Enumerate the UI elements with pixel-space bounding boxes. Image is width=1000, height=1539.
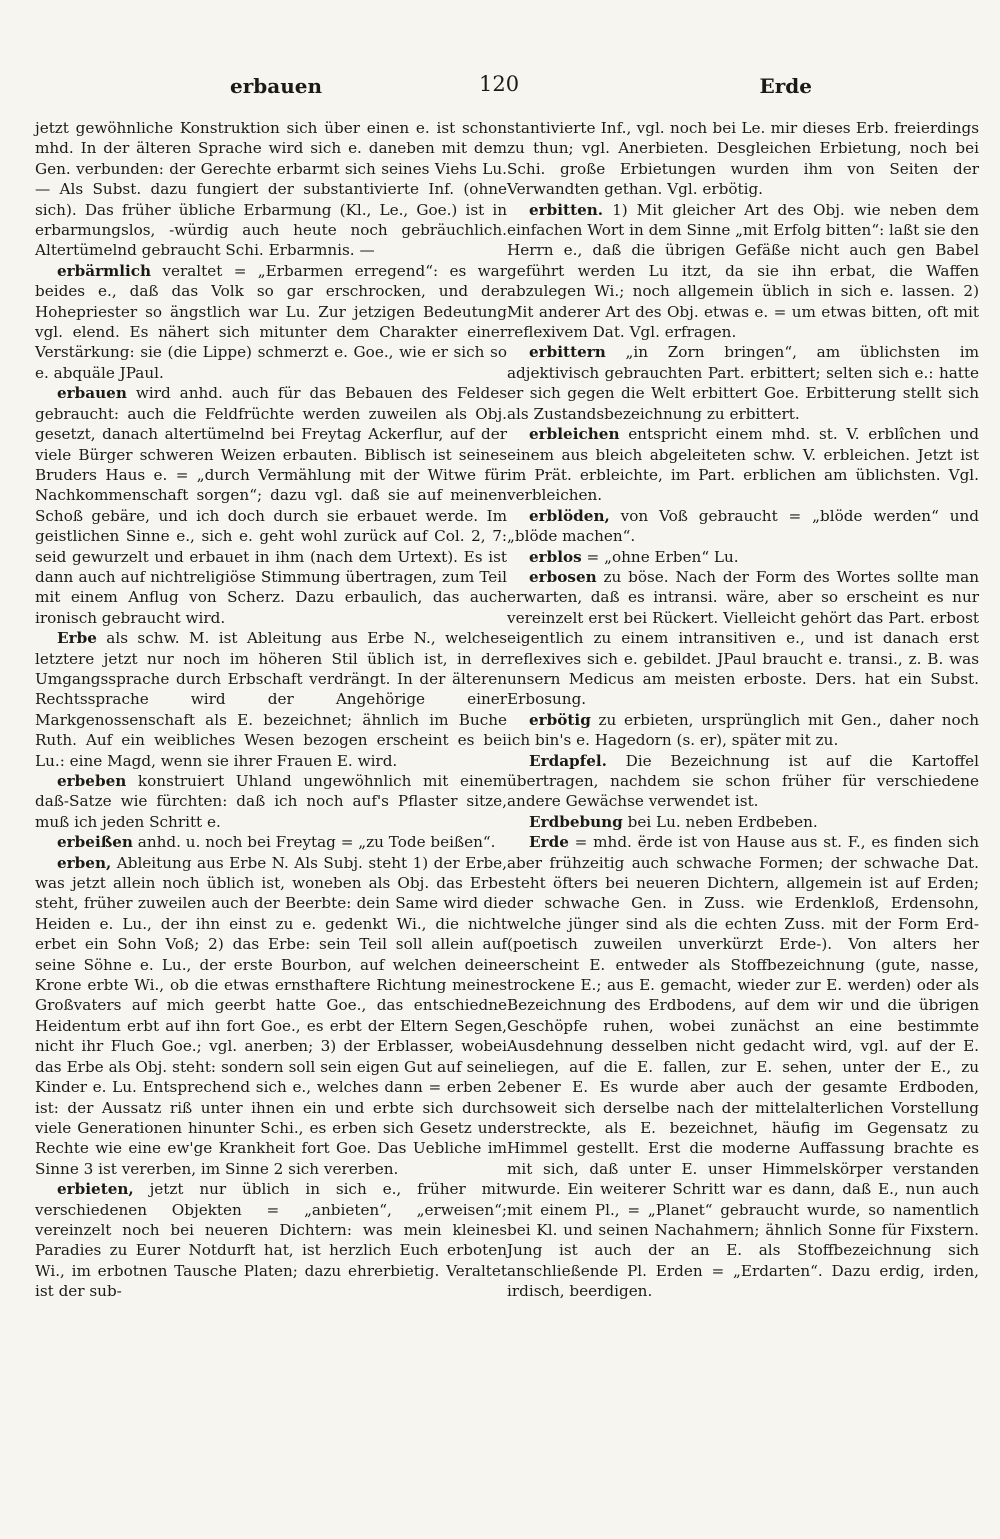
entry-text: bei Lu. neben Erdbeben. (622, 812, 818, 831)
page-number: 120 (479, 72, 520, 96)
dictionary-entry (507, 506, 979, 547)
dictionary-entry (35, 771, 507, 832)
entry-text: jetzt nur üblich in sich e., früher mit verschiedenen Objekten = „anbieten“, „erweisen“; vereinzelt noch bei neueren Dichtern: was mein kleines Paradies zu Eurer Notdurft hat, ist herzlich Euch erboten Wi., im erbotnen Tausche Platen; dazu ehrerbietig. Veraltet ist der sub- (35, 1180, 507, 1301)
running-head (226, 70, 812, 106)
entry-text: = mhd. ërde ist von Hause aus st. F., es finden sich aber frühzeitig auch schwache Formen; der schwache Dat. steht öfters bei neueren Dichtern, allgemein ist auf Erden; der schwache Gen. in Zuss. wie Erdenkloß, Erdensohn, welche jünger sind als die echten Zuss. mit der Form Erd- (poetisch zuweilen unverkürzt Erde-). Von alters her erscheint E. entweder als Stoffbezeichnung (gute, nasse, trockene E.; aus E. gemacht, wieder zur E. werden) oder als Bezeichnung des Erdbodens, auf dem wir und die übrigen Geschöpfe ruhen, wobei zunächst an eine bestimmte Ausdehnung desselben nicht gedacht wird, vgl. auf der E. liegen, auf die E. fallen, zur E. sehen, unter der E., zu ebener E. Es wurde aber auch der gesamte Erdboden, soweit sich derselbe nach der mittelalterlichen Vorstellung erstreckte, als E. bezeichnet, häufig im Gegensatz zu Himmel gestellt. Erst die moderne Auffassung brachte es mit sich, daß unter E. unser Himmelskörper verstanden wurde. Ein weiterer Schritt war es dann, daß E., nun auch mit einem Pl., = „Planet“ gebraucht wurde, so namentlich bei Kl. und seinen Nachahmern; ähnlich Sonne für Fixstern. Jung ist auch der an E. als Stoffbezeichnung sich anschließende Pl. Erden = „Erdarten“. Dazu erdig, irden, irdisch, beerdigen. (507, 833, 979, 1301)
headword: erbitten. (529, 200, 604, 219)
entry-text: = „ohne Erben“ Lu. (581, 547, 739, 566)
headword: erbleichen (529, 425, 620, 444)
dictionary-entry (507, 547, 979, 567)
dictionary-entry (35, 383, 507, 628)
dictionary-entry (507, 832, 979, 1301)
headword: erbosen (529, 567, 597, 586)
entry-text: zu böse. Nach der Form des Wortes sollte man erwarten, daß es intransi. wäre, aber so erscheint es nur vereinzelt erst bei Rückert. Vielleicht gehört das Part. erbost eigentlich zu einem intransitiven e., und ist danach erst reflexives sich e. gebildet. JPaul braucht e. transi., z. B. was unsern Medicus am meisten erboste. Ders. hat ein Subst. Erbosung. (507, 567, 979, 709)
entry-text: konstruiert Uhland ungewöhnlich mit einem daß-Satze wie fürchten: daß ich noch auf's Pflaster sitze, muß ich jeden Schritt e. (35, 772, 507, 831)
running-head-left: erbauen (230, 74, 323, 98)
dictionary-entry (35, 261, 507, 383)
headword: erblöden, (529, 506, 610, 525)
entry-text: von Voß gebraucht = „blöde werden“ und „blöde machen“. (507, 506, 979, 546)
dictionary-entry (507, 118, 979, 200)
dictionary-entry (35, 853, 507, 1180)
headword: erbieten, (57, 1180, 134, 1199)
entry-text: stantivierte Inf., vgl. noch bei Le. mir dieses Erb. freierdings zu thun; vgl. Anerbieten. Desgleichen Erbietung, noch bei Schi. große Erbietungen wurden ihm von Seiten der Verwandten gethan. Vgl. erbötig. (507, 119, 979, 199)
entry-text: jetzt gewöhnliche Konstruktion sich über einen e. ist schon mhd. In der älteren Sprache wird sich e. daneben mit dem Gen. verbunden: der Gerechte erbarmt sich seines Viehs Lu. — Als Subst. dazu fungiert der substantivierte Inf. (ohne sich). Das früher übliche Erbarmung (Kl., Le., Goe.) ist in erbarmungslos, -würdig auch heute noch gebräuchlich. Altertümelnd gebraucht Schi. Erbarmnis. — (35, 119, 507, 260)
entry-text: 1) Mit gleicher Art des Obj. wie neben dem einfachen Wort in dem Sinne „mit Erfolg bitten“: laßt sie den Herrn e., daß die übrigen Gefäße nicht auch gen Babel geführt werden Lu itzt, da sie ihn erbat, die Waffen abzulegen Wi.; noch allgemein üblich in sich e. lassen. 2) Mit anderer Art des Obj. etwas e. = um etwas bitten, oft mit reflexivem Dat. Vgl. erfragen. (507, 200, 979, 342)
left-column (35, 118, 507, 1302)
dictionary-entry (35, 832, 507, 852)
dictionary-entry (507, 424, 979, 506)
headword: erbärmlich (57, 261, 152, 280)
right-column (507, 118, 979, 1302)
headword: erbeißen (57, 833, 133, 852)
entry-text: entspricht einem mhd. st. V. erblîchen und einem aus bleich abgeleiteten schw. V. erbleichen. Jetzt ist im Prät. erbleichte, im Part. erblichen am üblichsten. Vgl. verbleichen. (507, 425, 979, 505)
headword: Erbe (57, 629, 97, 648)
headword: erblos (529, 547, 582, 566)
dictionary-entry (35, 628, 507, 771)
running-head-right: Erde (759, 74, 812, 98)
dictionary-entry (35, 1179, 507, 1301)
dictionary-entry (507, 342, 979, 424)
dictionary-entry (507, 200, 979, 343)
headword: erben, (57, 853, 112, 872)
dictionary-entry (507, 751, 979, 812)
entry-text: Die Bezeichnung ist auf die Kartoffel übertragen, nachdem sie schon früher für verschiedene andere Gewächse verwendet ist. (507, 751, 979, 811)
entry-text: „in Zorn bringen“, am üblichsten im adjektivisch gebrauchten Part. erbittert; selten sich e.: hatte er sich gegen die Welt erbittert Goe. Erbitterung stellt sich als Zustandsbezeichnung zu erbittert. (507, 343, 979, 423)
headword: Erdapfel. (529, 751, 607, 770)
headword: erbötig (529, 710, 591, 729)
entry-text: als schw. M. ist Ableitung aus Erbe N., welches letztere jetzt nur noch im höheren Stil üblich ist, in der Umgangssprache durch Erbschaft verdrängt. In der älteren Rechtssprache wird der Angehörige einer Markgenossenschaft als E. bezeichnet; ähnlich im Buche Ruth. Auf ein weibliches Wesen bezogen erscheint es bei Lu.: eine Magd, wenn sie ihrer Frauen E. wird. (35, 629, 507, 770)
dictionary-entry (507, 567, 979, 710)
dictionary-entry (507, 812, 979, 832)
entry-text: zu erbieten, ursprünglich mit Gen., daher noch ich bin's e. Hagedorn (s. er), später mit zu. (507, 710, 979, 750)
dictionary-entry (507, 710, 979, 751)
headword: erbeben (57, 772, 127, 790)
entry-text: wird anhd. auch für das Bebauen des Feldes gebraucht: auch die Feldfrüchte werden zuweilen als Obj. gesetzt, danach altertümelnd bei Freytag Ackerflur, auf der viele Bürger schweren Weizen erbauten. Biblisch ist seines Bruders Haus e. = „durch Vermählung mit der Witwe für Nachkommenschaft sorgen“; dazu vgl. daß sie auf meinen Schoß gebäre, und ich doch durch sie erbauet werde. Im geistlichen Sinne e., sich e. geht wohl zurück auf Col. 2, 7: seid gewurzelt und erbauet in ihm (nach dem Urtext). Es ist dann auch auf nichtreligiöse Stimmung übertragen, zum Teil mit einem Anflug von Scherz. Dazu erbaulich, das auch ironisch gebraucht wird. (35, 384, 507, 627)
entry-text: anhd. u. noch bei Freytag = „zu Tode beißen“. (132, 833, 496, 852)
dictionary-entry (35, 118, 507, 261)
headword: erbittern (529, 343, 606, 362)
headword: Erdbebung (529, 812, 623, 831)
entry-text: veraltet = „Erbarmen erregend“: es war beides e., daß das Volk so gar erschrocken, und der Hohepriester so ängstlich war Lu. Zur jetzigen Bedeutung vgl. elend. Es nähert sich mitunter dem Charakter einer Verstärkung: sie (die Lippe) schmerzt e. Goe., wie er sich so e. abquäle JPaul. (35, 261, 507, 382)
headword: Erde (529, 833, 569, 852)
headword: erbauen (57, 384, 127, 403)
entry-text: Ableitung aus Erbe N. Als Subj. steht 1) der Erbe, was jetzt allein noch üblich ist, woneben als Obj. das Erbe steht, früher zuweilen auch der Beerbte: dein Same wird die Heiden e. Lu., der ihn einst zu e. gedenkt Wi., die nicht erbet ein Sohn Voß; 2) das Erbe: sein Teil soll allein auf seine Söhne e. Lu., der erste Bourbon, auf welchen deine Krone erbte Wi., ob die etwas ernsthaftere Richtung meines Großvaters auf mich geerbt hatte Goe., das entschiedne Heidentum erbt auf ihn fort Goe., es erbt der Eltern Segen, nicht ihr Fluch Goe.; vgl. anerben; 3) der Erblasser, wobei das Erbe als Obj. steht: sondern soll sein eigen Gut auf seine Kinder e. Lu. Entsprechend sich e., welches dann = erben 2 ist: der Aussatz riß unter ihnen ein und erbte sich durch viele Generationen hinunter Schi., es erben sich Gesetz und Rechte wie eine ew'ge Krankheit fort Goe. Das Uebliche im Sinne 3 ist vererben, im Sinne 2 sich vererben. (35, 853, 507, 1178)
